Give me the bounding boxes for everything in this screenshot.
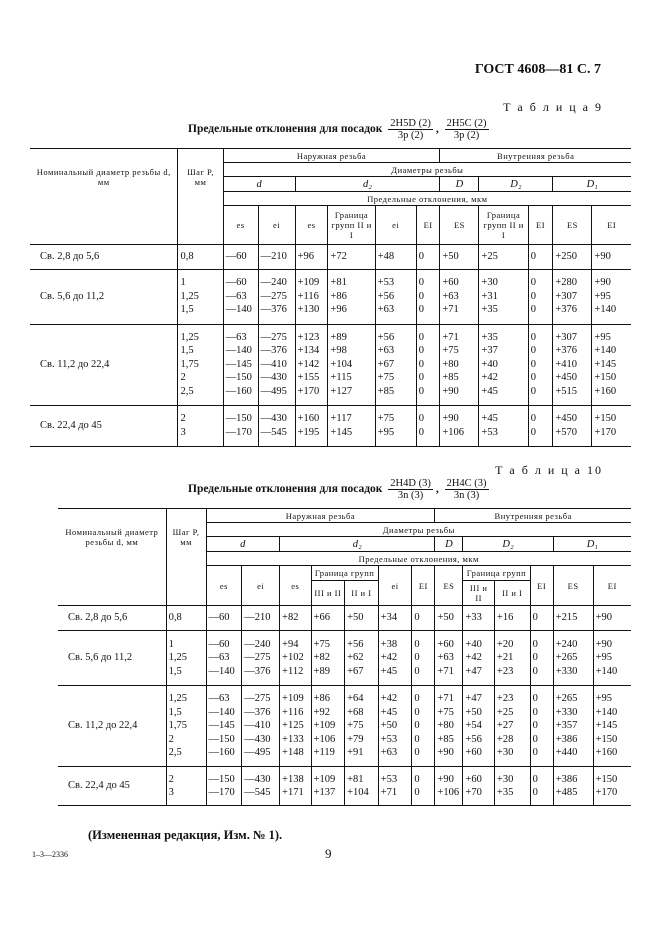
t9-cell: Св. 22,4 до 45 bbox=[30, 405, 178, 446]
t10-cell: 2 3 bbox=[166, 767, 206, 806]
t10-cell: 0 bbox=[530, 606, 553, 631]
t10-cell: 0,8 bbox=[166, 606, 206, 631]
t9-cell: +96 bbox=[295, 244, 328, 269]
t10-cell: —275 —376 —410 —430 —495 bbox=[242, 686, 280, 767]
t10-col: es bbox=[206, 566, 242, 606]
t10-col: EI bbox=[412, 566, 435, 606]
t10-cell: 0 0 0 0 0 bbox=[412, 686, 435, 767]
t9-cell: +35 +37 +40 +42 +45 bbox=[479, 324, 528, 405]
t10-cell: +34 bbox=[378, 606, 412, 631]
t10-cell: +38 +42 +45 bbox=[378, 631, 412, 686]
t10-h-nominal: Номинальный диаметр резьбы d, мм bbox=[58, 509, 166, 566]
t9-cell: +56 +63 +67 +75 +85 bbox=[375, 324, 416, 405]
t10-cell: 0 bbox=[412, 606, 435, 631]
t9-cell: +150 +170 bbox=[592, 405, 631, 446]
t9-cell: Св. 11,2 до 22,4 bbox=[30, 324, 178, 405]
t10-h-d2: d₂ bbox=[280, 537, 435, 552]
table9-caption-text: Предельные отклонения для посадок bbox=[188, 123, 383, 136]
t10-cell: +60 +63 +71 bbox=[435, 631, 463, 686]
t9-cell: +81 +86 +96 bbox=[328, 269, 375, 324]
t9-cell: +117 +145 bbox=[328, 405, 375, 446]
t9-cell: +45 +53 bbox=[479, 405, 528, 446]
t9-row bbox=[30, 405, 631, 446]
t9-cell: +30 +31 +35 bbox=[479, 269, 528, 324]
t9-cell: 0,8 bbox=[178, 244, 223, 269]
t10-col: ei bbox=[378, 566, 412, 606]
t10-h-outer: Наружная резьба bbox=[206, 509, 435, 523]
t10-col: ES bbox=[553, 566, 593, 606]
t10-row bbox=[58, 686, 631, 767]
t9-cell: +71 +75 +80 +85 +90 bbox=[440, 324, 479, 405]
fit1-num: 2H4D (3) bbox=[390, 478, 431, 489]
t9-col: ei bbox=[375, 206, 416, 245]
t10-cell: +50 bbox=[435, 606, 463, 631]
t9-row bbox=[30, 269, 631, 324]
t9-h-outer: Наружная резьба bbox=[223, 149, 440, 163]
t9-row bbox=[30, 244, 631, 269]
table10-caption: Предельные отклонения для посадок $\frac{2H4D (3)}{3n (3)}$ , $\frac{2H4C (3)}{3n (3)}$ bbox=[188, 478, 487, 501]
t10-cell: +109 +137 bbox=[311, 767, 345, 806]
t10-cell: +386 +485 bbox=[553, 767, 593, 806]
t9-h-D: D bbox=[440, 177, 479, 192]
t9-h-d: d bbox=[223, 177, 295, 192]
t10-cell: 0 0 bbox=[530, 767, 553, 806]
table10-fit2 bbox=[445, 478, 489, 501]
t10-cell: +81 +104 bbox=[345, 767, 379, 806]
t9-col: EI bbox=[528, 206, 553, 245]
t10-cell: +109 +116 +125 +133 +148 bbox=[280, 686, 312, 767]
t10-cell: +138 +171 bbox=[280, 767, 312, 806]
t10-cell: +240 +265 +330 bbox=[553, 631, 593, 686]
t10-cell: +94 +102 +112 bbox=[280, 631, 312, 686]
t9-col: Граница групп II и I bbox=[328, 206, 375, 245]
table9-caption: Предельные отклонения для посадок $\frac{2H5D (2)}{3p (2)}$ , $\frac{2H5C (2)}{3p (2)}$ bbox=[188, 118, 487, 141]
t10-cell: Св. 2,8 до 5,6 bbox=[68, 612, 128, 624]
t10-col: ES bbox=[435, 566, 463, 606]
t9-cell: 0 0 0 0 0 bbox=[416, 324, 440, 405]
t9-cell: 0 bbox=[416, 244, 440, 269]
t9-cell: +25 bbox=[479, 244, 528, 269]
t10-h-D: D bbox=[435, 537, 463, 552]
t9-cell: —63 —140 —145 —150 —160 bbox=[223, 324, 258, 405]
t10-cell: 0 0 bbox=[412, 767, 435, 806]
fit1-den: 3n (3) bbox=[397, 490, 424, 501]
t10-cell: +64 +68 +75 +79 +91 bbox=[345, 686, 379, 767]
t10-cell: —240 —275 —376 bbox=[242, 631, 280, 686]
t9-cell: +60 +63 +71 bbox=[440, 269, 479, 324]
t10-cell: +16 bbox=[494, 606, 530, 631]
t10-col: II и I bbox=[494, 581, 530, 606]
t10-cell: +23 +25 +27 +28 +30 bbox=[494, 686, 530, 767]
t10-h-groups: Граница групп bbox=[311, 566, 378, 581]
t10-cell: 0 0 0 0 0 bbox=[530, 686, 553, 767]
t10-cell: +82 bbox=[280, 606, 312, 631]
t9-cell: 0 0 bbox=[416, 405, 440, 446]
t10-cell: 1 1,25 1,5 bbox=[166, 631, 206, 686]
t9-cell: Св. 5,6 до 11,2 bbox=[30, 269, 178, 324]
t9-h-D2: D₂ bbox=[479, 177, 553, 192]
t10-cell: +90 +106 bbox=[435, 767, 463, 806]
t10-cell: +56 +62 +67 bbox=[345, 631, 379, 686]
t10-cell: +50 bbox=[345, 606, 379, 631]
revision-note: (Измененная редакция, Изм. № 1). bbox=[88, 828, 283, 842]
t10-cell: +265 +330 +357 +386 +440 bbox=[553, 686, 593, 767]
t9-cell: +90 bbox=[592, 244, 631, 269]
t9-cell: +72 bbox=[328, 244, 375, 269]
t10-h-d: d bbox=[206, 537, 279, 552]
t9-cell: +75 +95 bbox=[375, 405, 416, 446]
fit2-den: 3p (2) bbox=[453, 130, 480, 141]
t10-cell: —60 —63 —140 bbox=[206, 631, 242, 686]
t10-cell: +47 +50 +54 +56 +60 bbox=[463, 686, 495, 767]
t10-row bbox=[58, 606, 631, 631]
t9-cell: +123 +134 +142 +155 +170 bbox=[295, 324, 328, 405]
t9-row bbox=[30, 324, 631, 405]
t9-cell: —60 bbox=[223, 244, 258, 269]
t9-cell: 0 0 0 bbox=[416, 269, 440, 324]
t10-cell: +95 +140 +145 +150 +160 bbox=[593, 686, 631, 767]
t10-col: es bbox=[280, 566, 312, 606]
t9-cell: +450 +570 bbox=[553, 405, 592, 446]
t10-h-D2: D₂ bbox=[463, 537, 553, 552]
t9-col: EI bbox=[592, 206, 631, 245]
t10-cell: +42 +45 +50 +53 +63 bbox=[378, 686, 412, 767]
t9-h-devs: Предельные отклонения, мкм bbox=[223, 192, 631, 206]
t9-cell: +307 +376 +410 +450 +515 bbox=[553, 324, 592, 405]
t10-h-devs: Предельные отклонения, мкм bbox=[206, 552, 631, 566]
t9-cell: +250 bbox=[553, 244, 592, 269]
t10-col: EI bbox=[530, 566, 553, 606]
t9-cell: +280 +307 +376 bbox=[553, 269, 592, 324]
t9-h-inner: Внутренняя резьба bbox=[440, 149, 631, 163]
t10-cell: 0 0 0 bbox=[412, 631, 435, 686]
t10-cell: —210 bbox=[242, 606, 280, 631]
fit1-den: 3p (2) bbox=[397, 130, 424, 141]
t10-cell: +33 bbox=[463, 606, 495, 631]
t9-h-step: Шаг P, мм bbox=[178, 149, 223, 206]
t10-cell: +30 +35 bbox=[494, 767, 530, 806]
t10-cell: +215 bbox=[553, 606, 593, 631]
t10-h-diam: Диаметры резьбы bbox=[206, 523, 631, 537]
t9-cell: —150 —170 bbox=[223, 405, 258, 446]
table10-fit1 bbox=[388, 478, 433, 501]
t10-cell: +66 bbox=[311, 606, 345, 631]
t9-cell: +160 +195 bbox=[295, 405, 328, 446]
fit1-num: 2H5D (2) bbox=[390, 118, 431, 129]
t10-h-inner: Внутренняя резьба bbox=[435, 509, 631, 523]
t10-col: III и II bbox=[311, 581, 345, 606]
t9-cell: 1 1,25 1,5 bbox=[178, 269, 223, 324]
t9-cell: 0 0 0 bbox=[528, 269, 553, 324]
t10-cell: +150 +170 bbox=[593, 767, 631, 806]
t10-cell: +71 +75 +80 +85 +90 bbox=[435, 686, 463, 767]
t10-cell: —430 —545 bbox=[242, 767, 280, 806]
t9-col: es bbox=[295, 206, 328, 245]
t9-cell: +48 bbox=[375, 244, 416, 269]
t9-cell: —275 —376 —410 —430 —495 bbox=[258, 324, 295, 405]
table9-label: Т а б л и ц а 9 bbox=[503, 100, 603, 114]
t10-cell: +40 +42 +47 bbox=[463, 631, 495, 686]
t10-cell: 1,25 1,5 1,75 2 2,5 bbox=[166, 686, 206, 767]
t9-h-nominal: Номинальный диаметр резьбы d, мм bbox=[30, 149, 178, 206]
t9-col: ES bbox=[553, 206, 592, 245]
t9-cell: —430 —545 bbox=[258, 405, 295, 446]
t9-col: ES bbox=[440, 206, 479, 245]
t9-cell: —60 —63 —140 bbox=[223, 269, 258, 324]
t10-cell: —60 bbox=[206, 606, 242, 631]
t9-cell: —240 —275 —376 bbox=[258, 269, 295, 324]
t10-h-groups2: Граница групп bbox=[463, 566, 530, 581]
t10-cell: +90 +95 +140 bbox=[593, 631, 631, 686]
t10-cell: +20 +21 +23 bbox=[494, 631, 530, 686]
t9-cell: 0 0 bbox=[528, 405, 553, 446]
t9-cell: +109 +116 +130 bbox=[295, 269, 328, 324]
t9-cell: +90 +106 bbox=[440, 405, 479, 446]
t10-cell: +53 +71 bbox=[378, 767, 412, 806]
t10-col: ei bbox=[242, 566, 280, 606]
table9 bbox=[30, 148, 631, 447]
t9-cell: 2 3 bbox=[178, 405, 223, 446]
t10-cell: +90 bbox=[593, 606, 631, 631]
t10-col: II и I bbox=[345, 581, 379, 606]
t9-cell: Св. 2,8 до 5,6 bbox=[40, 250, 100, 262]
t9-cell: +90 +95 +140 bbox=[592, 269, 631, 324]
fit2-num: 2H5C (2) bbox=[446, 118, 487, 129]
t10-cell: —63 —140 —145 —150 —160 bbox=[206, 686, 242, 767]
t10-cell: +60 +70 bbox=[463, 767, 495, 806]
t10-col: EI bbox=[593, 566, 631, 606]
table10-label: Т а б л и ц а 10 bbox=[495, 463, 603, 477]
t10-cell: Св. 11,2 до 22,4 bbox=[58, 686, 166, 767]
t9-cell: 0 0 0 0 0 bbox=[528, 324, 553, 405]
t9-h-D1: D₁ bbox=[553, 177, 631, 192]
table9-fit2 bbox=[445, 118, 489, 141]
table10-caption-text: Предельные отклонения для посадок bbox=[188, 483, 383, 496]
t9-cell: +89 +98 +104 +115 +127 bbox=[328, 324, 375, 405]
t10-cell: Св. 22,4 до 45 bbox=[58, 767, 166, 806]
fit2-num: 2H4C (3) bbox=[446, 478, 487, 489]
t10-cell: —150 —170 bbox=[206, 767, 242, 806]
t10-h-step: Шаг P, мм bbox=[166, 509, 206, 566]
t9-h-diam: Диаметры резьбы bbox=[223, 163, 631, 177]
print-code: 1–3—2336 bbox=[32, 850, 68, 859]
t10-cell: Св. 5,6 до 11,2 bbox=[58, 631, 166, 686]
t9-cell: —210 bbox=[258, 244, 295, 269]
t9-cell: +95 +140 +145 +150 +160 bbox=[592, 324, 631, 405]
fit2-den: 3n (3) bbox=[453, 490, 480, 501]
t10-row bbox=[58, 767, 631, 806]
table10 bbox=[58, 508, 631, 806]
t9-cell: 0 bbox=[528, 244, 553, 269]
table9-fit1 bbox=[388, 118, 433, 141]
t9-col: EI bbox=[416, 206, 440, 245]
t10-cell: +75 +82 +89 bbox=[311, 631, 345, 686]
t10-row bbox=[58, 631, 631, 686]
t10-h-D1: D₁ bbox=[553, 537, 631, 552]
t9-cell: 1,25 1,5 1,75 2 2,5 bbox=[178, 324, 223, 405]
t9-cell: +50 bbox=[440, 244, 479, 269]
t10-cell: +86 +92 +109 +106 +119 bbox=[311, 686, 345, 767]
t9-h-d2: d₂ bbox=[295, 177, 440, 192]
t9-col: Граница групп II и I bbox=[479, 206, 528, 245]
page-header: ГОСТ 4608—81 С. 7 bbox=[474, 62, 601, 77]
t10-col: III и II bbox=[463, 581, 495, 606]
t9-col: es bbox=[223, 206, 258, 245]
t10-cell: 0 0 0 bbox=[530, 631, 553, 686]
t9-col: ei bbox=[258, 206, 295, 245]
t9-cell: +53 +56 +63 bbox=[375, 269, 416, 324]
page-number: 9 bbox=[325, 846, 332, 861]
